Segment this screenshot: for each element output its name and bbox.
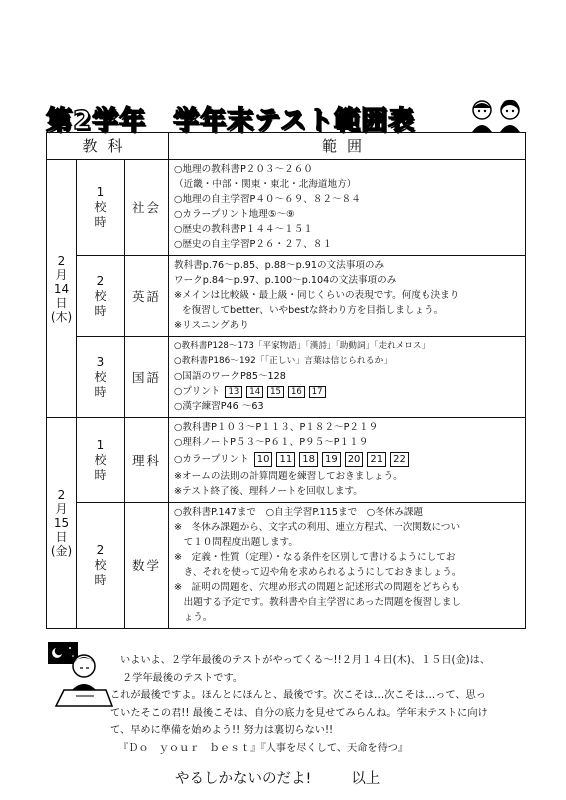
message-line: これが最後ですよ。ほんとにほんと、最後です。次こそは…次こそは…って、思っ <box>110 690 486 701</box>
period-cell: 1 校 時 <box>77 418 125 503</box>
print-number-box: 21 <box>367 452 386 467</box>
subject-header: 教科 <box>47 133 169 160</box>
print-number-box: 22 <box>390 452 409 467</box>
print-number-box: 10 <box>254 452 273 467</box>
message-line: ていたそこの君!! 最後こそは、自分の底力を見せてみらんね。学年末テストに向け <box>110 707 488 719</box>
period-cell: 1 校 時 <box>77 160 125 256</box>
range-social-studies: ○地理の教科書P２０３～２６０ （近畿・中部・関東・東北・北海道地方） ○地理の自主学習P４０～６９、８２～８４ ○カラープリント地理⑤～⑨ ○歴史の教科書P１４４～１５１ ○歴史の自主学習P２６・２７、８１ <box>169 160 526 256</box>
studying-student-icon <box>46 640 116 708</box>
table-row <box>47 160 526 256</box>
range-english: 教科書p.76～p.85、p.88～p.91の文法事項のみ ワークp.84～p.97、p.100～p.104の文法事項のみ ※メインは比較級・最上級・同じくらいの表現です。何度も決まり を復習してbetter、いやbestな終わり方を目指しましょう。 ※リスニングあり <box>169 256 526 337</box>
print-number-box: 18 <box>299 452 318 467</box>
print-number-box: 16 <box>288 386 305 398</box>
test-range-table <box>46 132 526 629</box>
message-line: て、早めに準備を始めよう!! 努力は裏切らない!! <box>110 725 334 736</box>
print-list: ○プリント 13 14 15 16 17 <box>174 384 521 399</box>
table-row <box>47 418 526 503</box>
print-number-box: 13 <box>225 386 242 398</box>
subject-math: 数学 <box>125 503 169 629</box>
message-line: ２学年最後のテストです。 <box>122 672 244 684</box>
subject-social-studies: 社会 <box>125 160 169 256</box>
subject-english: 英語 <box>125 256 169 337</box>
closing-end: 以上 <box>351 771 381 787</box>
period-cell: 3 校 時 <box>77 337 125 418</box>
period-cell: 2 校 時 <box>77 256 125 337</box>
date-cell-feb15: 2 月 15 日 (金) <box>47 418 77 629</box>
print-number-box: 19 <box>322 452 341 467</box>
table-header-row <box>47 133 526 160</box>
closing-text: やるしかないのだよ! <box>175 771 312 787</box>
print-number-box: 20 <box>345 452 364 467</box>
print-number-box: 17 <box>309 386 326 398</box>
range-japanese: ○教科書P128～173「平家物語」「漢詩」「助動詞」「走れメロス」 ○教科書P186～192「「正しい」言葉は信じられるか」 ○国語のワークP85～128 ○プリント 13 14 15 16 17 ○漢字練習P46 ～63 <box>169 337 526 418</box>
message-line: 『Ｄｏ ｙｏｕｒ ｂｅｓｔ』『人事を尽くして、天命を待つ』 <box>118 742 409 754</box>
date-cell-feb14: 2 月 14 日 (木) <box>47 160 77 418</box>
range-science: ○教科書P１０３～P１１３、P１８２～P２１９ ○理科ノートP５３～P６１、P９５～P１１９ ○カラープリント 10 11 18 19 20 21 22 ※オームの法則の計算問題を練習しておきましょう。 ※テスト終了後、理科ノートを回収します。 <box>169 418 526 503</box>
range-math: ○教科書P.147まで ○自主学習P.115まで ○冬休み課題 ※ 冬休み課題から、文字式の利用、連立方程式、一次関数につい て１０問程度出題します。 ※ 定義・性質（定理）・なる条件を区別して書けるようにしてお き、それを使って辺や角を求められるようにしておきましょう。 ※ 証明の問題を、穴埋め形式の問題と記述形式の問題をどちらも 出題する予定です。教科書や自主学習にあった問題を復習しまし ょう。 <box>169 503 526 629</box>
closing-line <box>175 767 380 788</box>
table-row <box>47 256 526 337</box>
table-row <box>47 503 526 629</box>
subject-science: 理科 <box>125 418 169 503</box>
table-row <box>47 337 526 418</box>
color-print-list: ○カラープリント 10 11 18 19 20 21 22 <box>174 450 521 469</box>
print-number-box: 15 <box>267 386 284 398</box>
two-students-icon <box>466 98 526 132</box>
period-cell: 2 校 時 <box>77 503 125 629</box>
print-number-box: 11 <box>276 452 295 467</box>
subject-japanese: 国語 <box>125 337 169 418</box>
message-line: いよいよ、２学年最後のテストがやってくる～!!２月１４日(木)、１５日(金)は、 <box>120 655 491 666</box>
page-title: 第2学年 学年末テスト範囲表 <box>46 106 416 136</box>
message-block <box>110 652 540 757</box>
range-header: 範囲 <box>169 133 526 160</box>
print-number-box: 14 <box>246 386 263 398</box>
